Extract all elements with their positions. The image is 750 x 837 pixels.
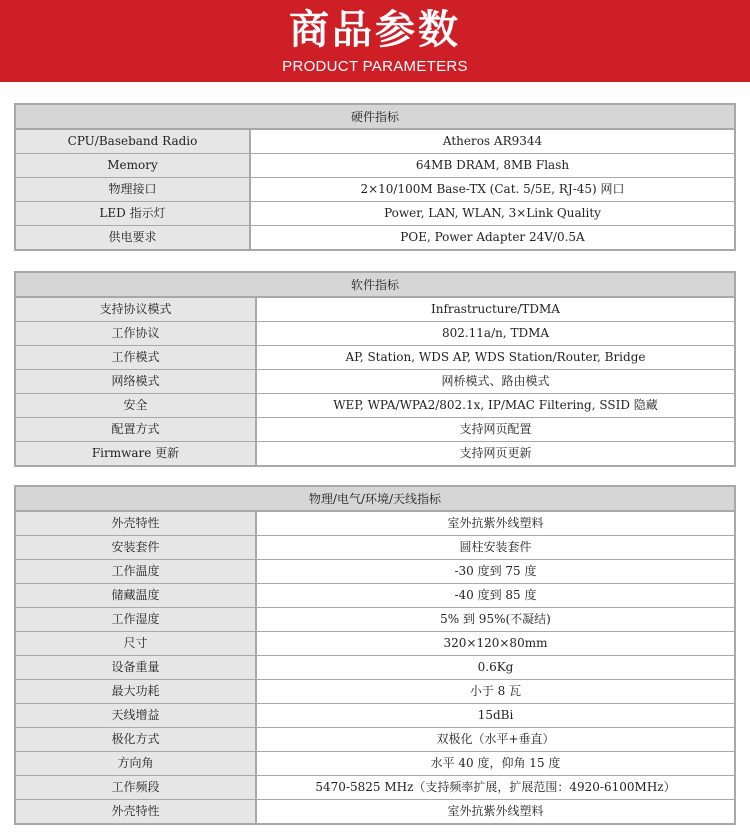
row-label: 最大功耗 <box>16 680 257 703</box>
table-row <box>16 775 734 799</box>
table-row <box>16 393 734 417</box>
row-label: Memory <box>16 154 251 177</box>
table-row <box>16 751 734 775</box>
row-label: 外壳特性 <box>16 800 257 823</box>
table-row <box>16 799 734 823</box>
page-title: 商品参数 <box>289 7 461 53</box>
row-label: 尺寸 <box>16 632 257 655</box>
row-label: CPU/Baseband Radio <box>16 130 251 153</box>
row-value: 小于 8 瓦 <box>469 684 522 698</box>
hardware-spec-table <box>14 103 736 251</box>
table-row <box>16 225 734 249</box>
row-label: 储藏温度 <box>16 584 257 607</box>
row-label: Firmware 更新 <box>16 442 257 465</box>
page-subtitle: PRODUCT PARAMETERS <box>282 58 468 75</box>
row-label: 工作温度 <box>16 560 257 583</box>
row-label: 设备重量 <box>16 656 257 679</box>
table-row <box>16 535 734 559</box>
row-value: 5470-5825 MHz（支持频率扩展，扩展范围：4920-6100MHz） <box>315 780 676 794</box>
row-value: 网桥模式、路由模式 <box>441 374 550 388</box>
row-value: 802.11a/n, TDMA <box>441 326 550 340</box>
table-row <box>16 201 734 225</box>
table-row <box>16 679 734 703</box>
row-value: -30 度到 75 度 <box>454 564 537 578</box>
table-row <box>16 441 734 465</box>
software-spec-table <box>14 271 736 467</box>
table-row <box>16 559 734 583</box>
row-value: 5% 到 95%(不凝结) <box>440 612 551 626</box>
row-value: 支持网页配置 <box>459 422 532 436</box>
row-value: Infrastructure/TDMA <box>431 302 560 316</box>
row-label: LED 指示灯 <box>16 202 251 225</box>
table-row <box>16 511 734 535</box>
row-label: 安装套件 <box>16 536 257 559</box>
row-label: 安全 <box>16 394 257 417</box>
table-row <box>16 417 734 441</box>
row-value: 15dBi <box>477 708 514 722</box>
header-banner <box>0 0 750 82</box>
row-label: 物理接口 <box>16 178 251 201</box>
row-value: 支持网页更新 <box>459 446 532 460</box>
table-row <box>16 607 734 631</box>
row-label: 天线增益 <box>16 704 257 727</box>
table-row <box>16 321 734 345</box>
row-label: 供电要求 <box>16 226 251 249</box>
table-row <box>16 655 734 679</box>
row-value: 水平 40 度，仰角 15 度 <box>430 756 561 770</box>
row-label: 工作协议 <box>16 322 257 345</box>
row-label: 工作湿度 <box>16 608 257 631</box>
row-value: POE, Power Adapter 24V/0.5A <box>400 230 585 244</box>
row-value: AP, Station, WDS AP, WDS Station/Router, Bridge <box>345 350 646 364</box>
table-row <box>16 153 734 177</box>
section-title: 硬件指标 <box>16 105 734 129</box>
table-row <box>16 583 734 607</box>
row-value: 室外抗紫外线塑料 <box>447 516 544 530</box>
row-label: 支持协议模式 <box>16 298 257 321</box>
row-label: 极化方式 <box>16 728 257 751</box>
table-row <box>16 369 734 393</box>
row-value: 0.6Kg <box>477 660 514 674</box>
row-value: 室外抗紫外线塑料 <box>447 804 544 818</box>
row-value: Atheros AR9344 <box>442 134 543 148</box>
table-row <box>16 727 734 751</box>
physical-spec-table <box>14 485 736 825</box>
table-row <box>16 129 734 153</box>
row-label: 配置方式 <box>16 418 257 441</box>
row-value: 2×10/100M Base-TX (Cat. 5/5E, RJ-45) 网口 <box>360 182 625 196</box>
row-label: 方向角 <box>16 752 257 775</box>
row-label: 工作模式 <box>16 346 257 369</box>
row-label: 外壳特性 <box>16 512 257 535</box>
row-value: 圆柱安装套件 <box>459 540 532 554</box>
section-title: 软件指标 <box>16 273 734 297</box>
section-title: 物理/电气/环境/天线指标 <box>16 487 734 511</box>
table-row <box>16 297 734 321</box>
table-row <box>16 703 734 727</box>
row-value: -40 度到 85 度 <box>454 588 537 602</box>
row-value: WEP, WPA/WPA2/802.1x, IP/MAC Filtering, SSID 隐藏 <box>333 398 658 412</box>
row-label: 工作频段 <box>16 776 257 799</box>
row-value: 64MB DRAM, 8MB Flash <box>415 158 570 172</box>
table-row <box>16 631 734 655</box>
row-value: Power, LAN, WLAN, 3×Link Quality <box>384 206 601 220</box>
row-value: 双极化（水平+垂直） <box>436 732 555 746</box>
row-value: 320×120×80mm <box>443 636 548 650</box>
table-row <box>16 345 734 369</box>
row-label: 网络模式 <box>16 370 257 393</box>
table-row <box>16 177 734 201</box>
